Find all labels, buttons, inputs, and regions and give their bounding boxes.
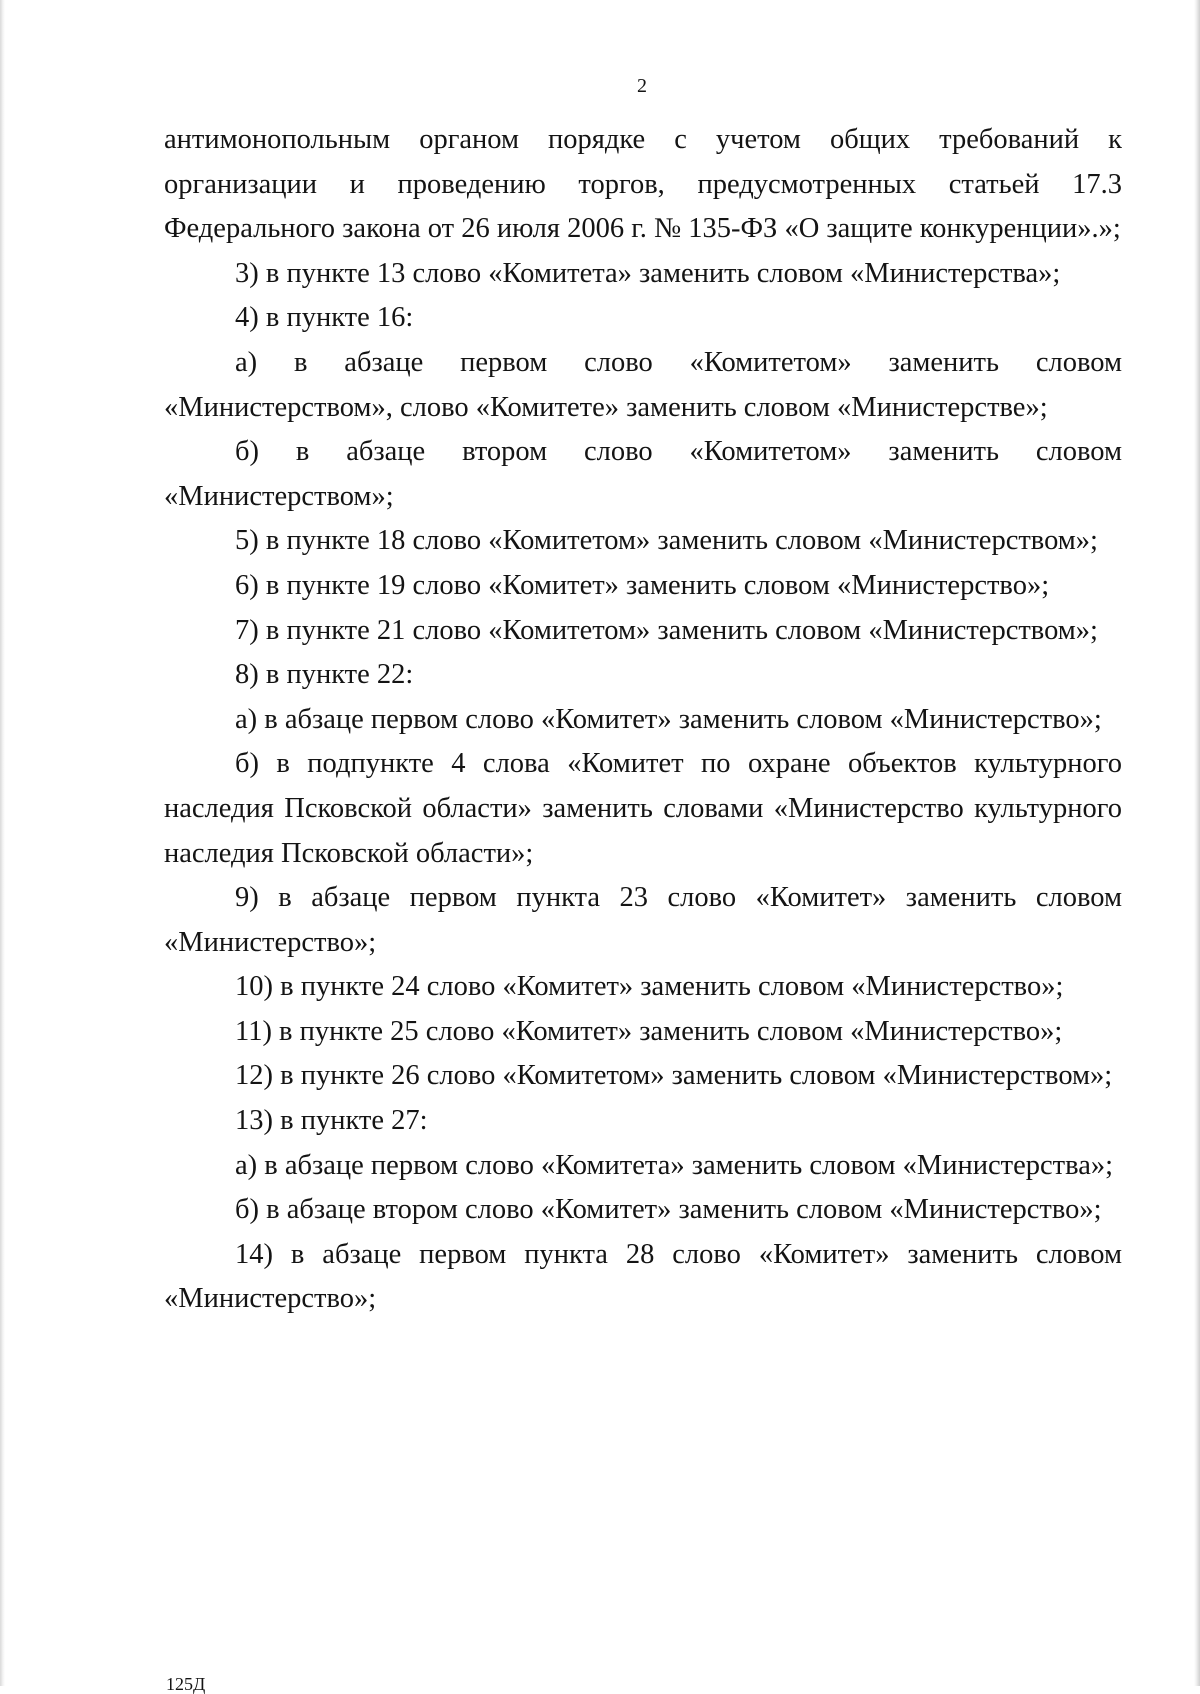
paragraph-item-5: 5) в пункте 18 слово «Комитетом» заменить словом «Министерством»;: [235, 525, 1098, 557]
paragraph-item-13: 13) в пункте 27:: [235, 1105, 428, 1137]
paragraph-item-12: 12) в пункте 26 слово «Комитетом» заменить словом «Министерством»;: [235, 1060, 1113, 1092]
paragraph-item-8: 8) в пункте 22:: [235, 659, 414, 691]
paragraph-item-10: 10) в пункте 24 слово «Комитет» заменить словом «Министерство»;: [235, 971, 1064, 1003]
paragraph-item-4a: а) в абзаце первом слово «Комитетом» заменить словом «Министерством», слово «Комитете» заменить словом «Министерстве»;: [164, 346, 1122, 423]
document-body: [164, 118, 1122, 1322]
paragraph-item-6: 6) в пункте 19 слово «Комитет» заменить словом «Министерство»;: [235, 569, 1050, 601]
paragraph-item-13b: б) в абзаце втором слово «Комитет» заменить словом «Министерство»;: [235, 1194, 1102, 1226]
paragraph-continuation: антимонопольным органом порядке с учетом общих требований к организации и проведению торгов, предусмотренных статьей 17.3 Федерального закона от 26 июля 2006 г. № 135-ФЗ «О защите конкуренции».»;: [164, 124, 1122, 245]
paragraph-item-4b: б) в абзаце втором слово «Комитетом» заменить словом «Министерством»;: [164, 436, 1122, 512]
scan-edge-left: [0, 0, 5, 1686]
paragraph-item-8b: б) в подпункте 4 слова «Комитет по охране объектов культурного наследия Псковской области» заменить словами «Министерство культурного наследия Псковской области»;: [164, 748, 1122, 869]
paragraph-item-3: 3) в пункте 13 слово «Комитета» заменить словом «Министерства»;: [235, 257, 1061, 289]
paragraph-item-9: 9) в абзаце первом пункта 23 слово «Комитет» заменить словом «Министерство»;: [164, 882, 1122, 958]
paragraph-item-8a: а) в абзаце первом слово «Комитет» заменить словом «Министерство»;: [235, 703, 1102, 735]
paragraph-item-4: 4) в пункте 16:: [235, 302, 414, 334]
scan-edge-right: [1194, 0, 1200, 1686]
paragraph-item-14: 14) в абзаце первом пункта 28 слово «Комитет» заменить словом «Министерство»;: [164, 1238, 1122, 1315]
paragraph-item-11: 11) в пункте 25 слово «Комитет» заменить словом «Министерство»;: [235, 1015, 1063, 1047]
page-number: 2: [637, 75, 647, 97]
footer-document-code: 125Д: [166, 1674, 206, 1694]
paragraph-item-13a: а) в абзаце первом слово «Комитета» заменить словом «Министерства»;: [235, 1149, 1114, 1181]
paragraph-item-7: 7) в пункте 21 слово «Комитетом» заменить словом «Министерством»;: [235, 614, 1098, 646]
